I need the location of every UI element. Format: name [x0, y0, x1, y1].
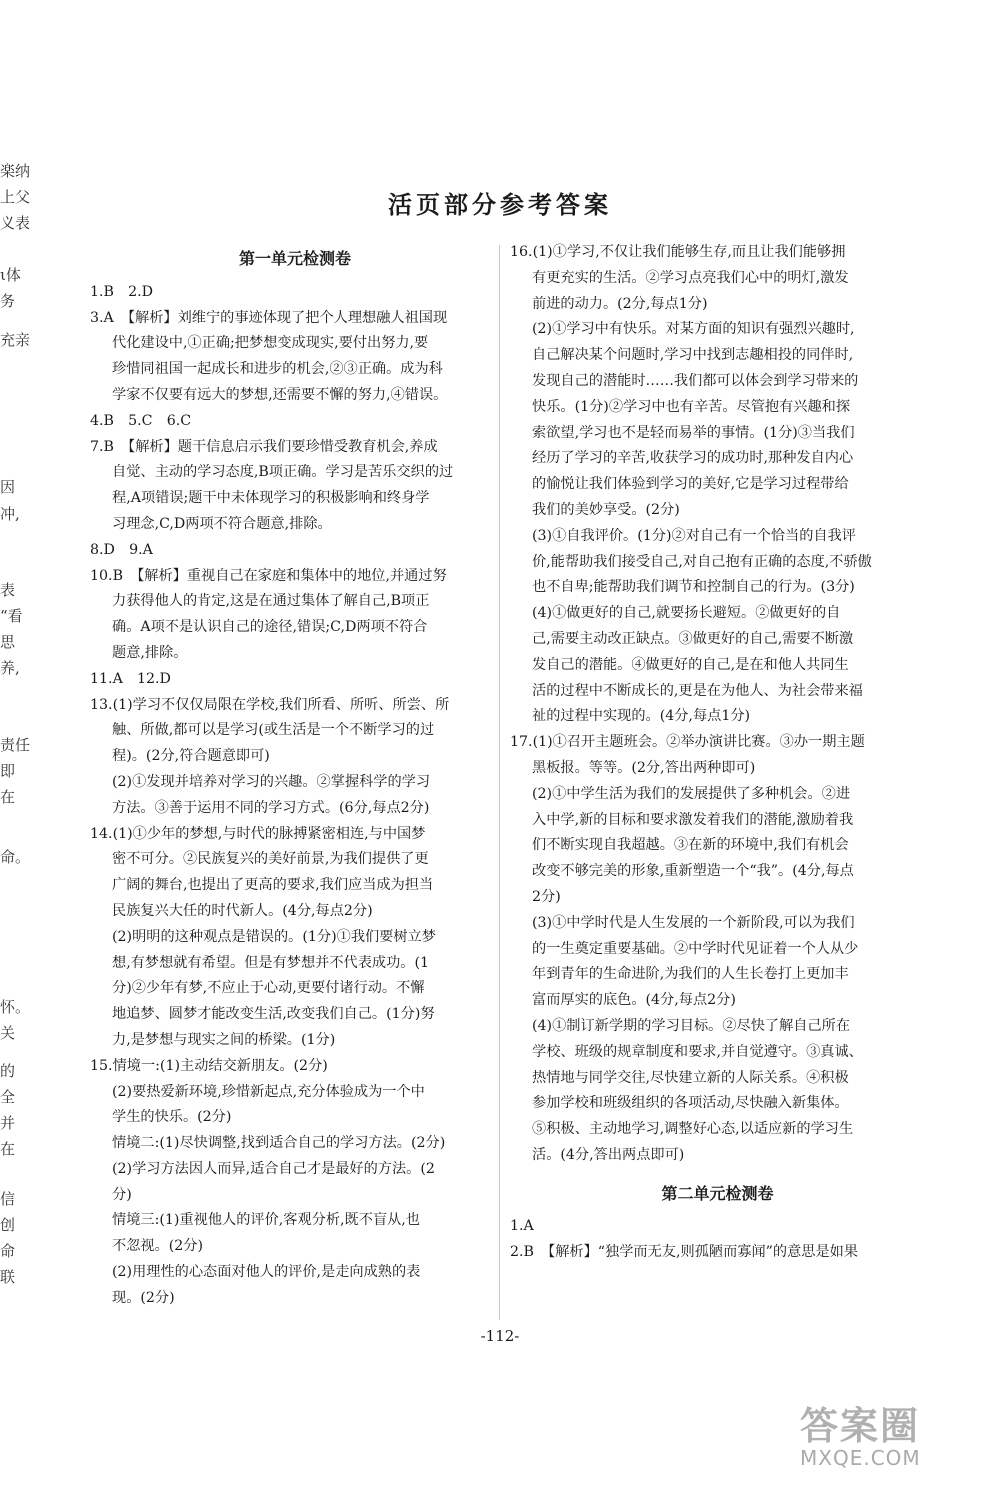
answer-line: 不忽视。(2分) — [112, 1238, 204, 1255]
answer-line: 密不可分。②民族复兴的美好前景,为我们提供了更 — [112, 851, 429, 868]
unit2-title: 第二单元检测卷 — [661, 1183, 774, 1203]
answer-line: 的愉悦让我们体验到学习的美好,它是学习过程带给 — [532, 476, 849, 493]
answer-line: 有更充实的生活。②学习点亮我们心中的明灯,激发 — [532, 269, 849, 286]
margin-fragment: 在 — [0, 788, 16, 806]
answer-line: (4)①制订新学期的学习目标。②尽快了解自己所在 — [532, 1017, 851, 1034]
answer-line: 们不断实现自我超越。③在新的环境中,我们有机会 — [532, 837, 849, 854]
answer-line: 想,有梦想就有希望。但是有梦想并不代表成功。(1 — [112, 954, 430, 971]
margin-fragment: 信 — [0, 1190, 16, 1208]
answer-line: 广阔的舞台,也提出了更高的要求,我们应当成为担当 — [112, 877, 434, 894]
answer-line: (2)要热爱新环境,珍惜新起点,充分体验成为一个中 — [112, 1083, 425, 1100]
margin-fragment: 冲, — [0, 505, 20, 523]
answer-line: (2)学习方法因人而异,适合自己才是最好的方法。(2 — [112, 1160, 435, 1177]
watermark-text: 答案圈 — [800, 1404, 921, 1448]
margin-fragment: 的 — [0, 1062, 16, 1080]
answer-3 — [90, 306, 500, 409]
answer-15 — [90, 1054, 500, 1312]
margin-fragment: 在 — [0, 1140, 16, 1158]
answer-line: (2)①学习中有快乐。对某方面的知识有强烈兴趣时, — [532, 321, 855, 338]
watermark-logo — [800, 1395, 980, 1475]
answer-line: 分)②少年有梦,不应止于心动,更要付诸行动。不懈 — [112, 980, 425, 997]
page-number: -112- — [480, 1327, 520, 1345]
answer-line: 自己解决某个问题时,学习中找到志趣相投的同伴时, — [532, 347, 854, 364]
unit2-answer-1: 1.A — [510, 1218, 534, 1235]
answer-line: 富而厚实的底色。(4分,每点2分) — [532, 992, 736, 1009]
margin-fragment: 务 — [0, 292, 16, 310]
answer-line: 参加学校和班级组织的各项活动,尽快融入新集体。 — [532, 1095, 849, 1112]
answer-line: 17.(1)①召开主题班会。②举办演讲比赛。③办一期主题 — [510, 734, 865, 751]
answer-line: 黑板报。等等。(2分,答出两种即可) — [532, 759, 756, 776]
answer-line: 发现自己的潜能时……我们都可以体会到学习带来的 — [532, 372, 859, 389]
answer-line: 活。(4分,答出两点即可) — [532, 1146, 685, 1163]
margin-fragment: “看 — [0, 607, 23, 625]
answer-line: 习理念,C,D两项不符合题意,排除。 — [112, 515, 332, 532]
margin-fragment: 表 — [0, 581, 16, 599]
answer-1-2: 1.B 2.D — [90, 283, 154, 300]
margin-fragment: 养, — [0, 659, 20, 677]
unit1-title: 第一单元检测卷 — [238, 249, 351, 268]
answer-line: 程,A项错误;题干中未体现学习的积极影响和终身学 — [112, 490, 430, 507]
answer-line: 学校、班级的规章制度和要求,并自觉遵守。③真诚、 — [532, 1043, 863, 1060]
answer-line: 触、所做,都可以是学习(或生活是一个不断学习的过 — [112, 722, 435, 739]
answer-line: 16.(1)①学习,不仅让我们能够生存,而且让我们能够拥 — [510, 244, 846, 260]
answer-line: 力,是梦想与现实之间的桥梁。(1分) — [112, 1031, 336, 1048]
answer-line: 也不自卑;能帮助我们调节和控制自己的行为。(3分) — [532, 579, 855, 596]
answer-line: 民族复兴大任的时代新人。(4分,每点2分) — [112, 902, 373, 919]
answer-line: 14.(1)①少年的梦想,与时代的脉搏紧密相连,与中国梦 — [90, 825, 426, 842]
answer-line: 地追梦、圆梦才能改变生活,改变我们自己。(1分)努 — [112, 1006, 435, 1023]
right-column — [510, 240, 925, 1266]
margin-fragment: 思 — [0, 633, 16, 651]
answer-line: 改变不够完美的形象,重新塑造一个“我”。(4分,每点 — [532, 863, 854, 880]
margin-fragment: 充亲 — [0, 331, 31, 349]
margin-fragment: 创 — [0, 1216, 16, 1234]
answer-line: 自觉、主动的学习态度,B项正确。学习是苦乐交织的过 — [112, 464, 454, 481]
answer-line: 13.(1)学习不仅仅局限在学校,我们所看、所听、所尝、所 — [90, 696, 450, 713]
answer-line: (2)用理性的心态面对他人的评价,是走向成熟的表 — [112, 1264, 421, 1281]
answer-line: 力获得他人的肯定,这是在通过集体了解自己,B项正 — [112, 593, 430, 610]
answer-line: 入中学,新的目标和要求激发着我们的潜能,激励着我 — [532, 811, 854, 828]
left-column — [90, 240, 500, 1312]
answer-line: (4)①做更好的自己,就要扬长避短。②做更好的自 — [532, 605, 841, 622]
answer-line: (2)①中学生活为我们的发展提供了多种机会。②进 — [532, 785, 851, 802]
answer-line: 2分) — [532, 888, 561, 905]
answer-line: 分) — [112, 1186, 132, 1203]
unit2-answer-2: 2.B 【解析】“独学而无友,则孤陋而寡闻”的意思是如果 — [510, 1244, 859, 1261]
answer-13 — [90, 693, 500, 822]
answer-7 — [90, 435, 500, 538]
answer-line: 题意,排除。 — [112, 644, 188, 661]
answer-line: 索欲望,学习也不是轻而易举的事情。(1分)③当我们 — [532, 424, 855, 441]
margin-fragment: 联 — [0, 1268, 16, 1286]
answer-line: 方法。③善于运用不同的学习方式。(6分,每点2分) — [112, 799, 430, 816]
answer-line: 快乐。(1分)②学习中也有辛苦。尽管抱有兴趣和探 — [532, 398, 851, 415]
answer-line: 代化建设中,①正确;把梦想变成现实,要付出努力,要 — [112, 335, 429, 352]
margin-fragment: 责任 — [0, 736, 31, 754]
answer-line: 7.B 【解析】题干信息启示我们要珍惜受教育机会,养成 — [90, 438, 438, 455]
answer-line: 10.B 【解析】重视自己在家庭和集体中的地位,并通过努 — [90, 567, 447, 584]
margin-fragment: 怀。 — [0, 998, 31, 1016]
margin-fragment: 楽纳 — [0, 162, 31, 180]
left-margin-fragments — [0, 0, 40, 1491]
answer-10 — [90, 564, 500, 667]
margin-fragment: 全 — [0, 1088, 16, 1106]
answer-line: 15.情境一:(1)主动结交新朋友。(2分) — [90, 1057, 328, 1074]
answer-line: 学生的快乐。(2分) — [112, 1109, 232, 1126]
answer-line: 珍惜同祖国一起成长和进步的机会,②③正确。成为科 — [112, 361, 443, 378]
answer-line: 现。(2分) — [112, 1289, 175, 1306]
answer-line: ⑤积极、主动地学习,调整好心态,以适应新的学习生 — [532, 1121, 854, 1138]
answer-line: 发自己的潜能。④做更好的自己,是在和他人共同生 — [532, 656, 849, 673]
margin-fragment: 即 — [0, 762, 16, 780]
answer-8-9: 8.D 9.A — [90, 541, 153, 558]
margin-fragment: ι体 — [0, 266, 21, 284]
answer-line: 年到青年的生命进阶,为我们的人生长卷打上更加丰 — [532, 966, 849, 983]
answer-line: 程)。(2分,符合题意即可) — [112, 748, 270, 765]
answer-line: (3)①自我评价。(1分)②对自己有一个恰当的自我评 — [532, 527, 856, 544]
answer-line: 己,需要主动改正缺点。③做更好的自己,需要不断激 — [532, 630, 854, 647]
answer-line: 我们的美妙享受。(2分) — [532, 501, 680, 518]
answer-17 — [510, 730, 925, 1169]
answer-line: (2)明明的这种观点是错误的。(1分)①我们要树立梦 — [112, 928, 436, 945]
answer-line: 情境三:(1)重视他人的评价,客观分析,既不盲从,也 — [112, 1212, 420, 1229]
margin-fragment: 命 — [0, 1242, 16, 1260]
margin-fragment: 并 — [0, 1114, 16, 1132]
answer-line: 活的过程中不断成长的,更是在为他人、为社会带来福 — [532, 682, 863, 699]
margin-fragment: 因 — [0, 478, 16, 496]
answer-line: 前进的动力。(2分,每点1分) — [532, 295, 708, 312]
answer-line: 3.A 【解析】刘维宁的事迹体现了把个人理想融人祖国现 — [90, 309, 448, 326]
answer-line: 情境二:(1)尽快调整,找到适合自己的学习方法。(2分) — [112, 1135, 446, 1152]
margin-fragment: 上父 — [0, 188, 31, 206]
page-title: 活页部分参考答案 — [388, 190, 612, 219]
answer-line: 价,能帮助我们接受自己,对自己抱有正确的态度,不骄傲 — [532, 553, 872, 570]
answer-4-6: 4.B 5.C 6.C — [90, 412, 192, 429]
answer-14 — [90, 822, 500, 1054]
answer-line: 确。A项不是认识自己的途径,错误;C,D两项不符合 — [112, 619, 428, 636]
answer-line: 热情地与同学交往,尽快建立新的人际关系。④积极 — [532, 1069, 849, 1086]
margin-fragment: 命。 — [0, 848, 31, 866]
answer-11-12: 11.A 12.D — [90, 670, 171, 687]
watermark-url: MXQE.COM — [800, 1446, 921, 1470]
margin-fragment: 义表 — [0, 214, 31, 232]
answer-line: (2)①发现并培养对学习的兴趣。②掌握科学的学习 — [112, 773, 431, 790]
answer-line: 学家不仅要有远大的梦想,还需要不懈的努力,④错误。 — [112, 386, 448, 403]
answer-line: (3)①中学时代是人生发展的一个新阶段,可以为我们 — [532, 914, 855, 931]
answer-line: 的一生奠定重要基础。②中学时代见证着一个人从少 — [532, 940, 859, 957]
answer-line: 经历了学习的辛苦,收获学习的成功时,那种发自内心 — [532, 450, 854, 467]
margin-fragment: 关 — [0, 1024, 16, 1042]
answer-line: 祉的过程中实现的。(4分,每点1分) — [532, 708, 751, 725]
answer-16 — [510, 240, 925, 730]
